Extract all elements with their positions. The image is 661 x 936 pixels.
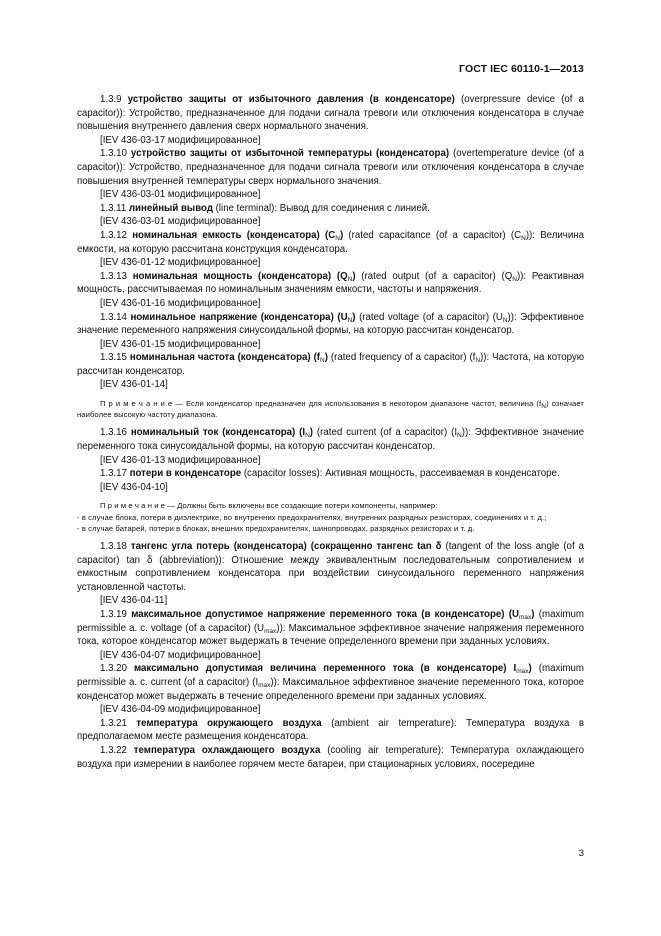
iev-reference: [IEV 436-04-10] xyxy=(100,481,168,493)
definition-subscript: N xyxy=(475,357,481,365)
document-header: ГОСТ IEC 60110-1—2013 xyxy=(459,63,584,75)
definition-subscript: max xyxy=(264,627,277,635)
term-number: 1.3.9 xyxy=(100,94,128,105)
term-name: температура охлаждающего воздуха xyxy=(133,744,321,756)
page-number: 3 xyxy=(578,848,584,859)
term-definition: (maximum permissible a. c. voltage (of a capacitor) (U xyxy=(77,609,584,634)
definition-subscript: N xyxy=(512,275,517,283)
term-subscript: N xyxy=(305,432,310,440)
note-losses-l2: - в случае батарей, потери в блоках, внешних предохранителях, шинопроводах, разрядных резисторах и т. д. xyxy=(77,523,475,533)
term-definition: (rated capacitance (of a capacitor) (C xyxy=(343,229,522,241)
term-name-end: ) xyxy=(352,311,356,323)
term-definition: (maximum permissible a. c. current (of a capacitor) (I xyxy=(77,663,584,688)
iev-reference: [IEV 436-04-09 модифицированное] xyxy=(100,704,261,716)
term-name-end: ) xyxy=(309,427,314,439)
term-entry-1-3-16 xyxy=(77,426,584,453)
term-definition: (capacitor losses): Активная мощность, рассеиваемая в конденсаторе. xyxy=(241,468,560,480)
term-entry-1-3-19 xyxy=(77,608,584,649)
term-definition: (rated frequency of a capacitor) (f xyxy=(327,352,476,364)
note-subscript: N xyxy=(541,403,547,411)
term-name: номинальный ток (конденсатора) (I xyxy=(130,427,306,439)
term-name-end: ) xyxy=(531,609,535,621)
note-text: П р и м е ч а н и е — Если конденсатор предназначен для использования в некотором диапазоне частот, величина (f xyxy=(100,399,542,409)
term-definition-end: )): Максимальное эффективное значение переменного тока, которое конденсатор может выдержать в течение определенного времени при заданных условиях. xyxy=(77,676,584,702)
iev-reference: [IEV 436-01-16 модифицированное] xyxy=(100,297,261,309)
term-name: устройство защиты от избыточной температуры (конденсатора) xyxy=(130,148,450,160)
term-subscript: max xyxy=(519,614,532,622)
note-losses-l1: - в случае блока, потери в диэлектрике, во внутренних предохранителях, внутренних разрядных резисторах, соединениях и т. д.; xyxy=(77,512,547,522)
term-definition-end: )): Частота, на которую рассчитан конденсатор. xyxy=(77,352,584,377)
term-entry-1-3-11 xyxy=(77,202,584,216)
term-definition: (tangent of the loss angle (of a capacitor) tan δ (abbreviation)): Отношение между эквивалентным последовательным сопротивлением и емкостным сопротивлением конденсатора при воздействии синусоидального переменного напряжения установленной частоты. xyxy=(77,541,584,593)
iev-reference: [IEV 436-03-01 модифицированное] xyxy=(100,189,261,201)
term-number: 1.3.11 xyxy=(100,202,129,214)
document-body xyxy=(77,93,584,771)
iev-reference: [IEV 436-03-01 модифицированное] xyxy=(100,216,261,228)
term-number: 1.3.13 xyxy=(100,270,133,282)
term-entry-1-3-20 xyxy=(77,662,584,703)
term-name-end: ) xyxy=(324,352,328,364)
term-definition: (rated output (of a capacitor) (Q xyxy=(355,270,513,282)
term-definition: (cooling air temperature): Температура охлаждающего воздуха при измерении в наиболее горячем месте батареи, при стационарных условиях, посередине xyxy=(77,744,584,770)
term-entry-1-3-17 xyxy=(77,467,584,481)
term-definition-end: )): Эффективное значение переменного напряжения синусоидальной формы, на которую рассчитан конденсатор. xyxy=(77,311,584,337)
iev-reference: [IEV 436-04-11] xyxy=(100,595,168,607)
term-name: линейный вывод xyxy=(128,202,213,214)
term-entry-1-3-21 xyxy=(77,717,584,744)
definition-subscript: max xyxy=(258,681,271,689)
term-name: номинальное напряжение (конденсатора) (U xyxy=(130,311,348,323)
term-number: 1.3.21 xyxy=(100,717,137,729)
term-subscript: max xyxy=(516,668,529,676)
term-name-end: ) xyxy=(352,270,356,282)
term-definition: (overtemperature device (of a capacitor)): Устройство, предназначенное для подачи сигнала тревоги или отключения конденсатора в случае повышения внутренней температуры сверх нормального значения. xyxy=(77,148,584,187)
term-definition: (overpressure device (of a capacitor)): Устройство, предназначенное для подачи сигнала тревоги или отключения конденсатора в случае повышения внутреннего давления сверх нормального значения. xyxy=(77,94,584,133)
term-subscript: N xyxy=(347,275,353,283)
term-number: 1.3.15 xyxy=(100,352,130,364)
term-name: температура окружающего воздуха xyxy=(136,717,322,729)
term-subscript: N xyxy=(347,316,353,324)
term-number: 1.3.18 xyxy=(100,541,131,553)
note-frequency-range xyxy=(77,398,584,420)
term-definition: (rated voltage (of a capacitor) (U xyxy=(355,311,503,323)
note-losses-lead: П р и м е ч а н и е — Должны быть включены все создающие потери компоненты, например: xyxy=(100,501,438,511)
term-number: 1.3.16 xyxy=(100,427,131,439)
definition-subscript: N xyxy=(521,234,526,242)
term-subscript: N xyxy=(335,234,340,242)
iev-reference: [IEV 436-01-13 модифицированное] xyxy=(100,454,261,466)
term-definition-end: )): Максимальное эффективное значение напряжения переменного тока, которое конденсатор может выдержать в течение определенного времени при заданных условиях. xyxy=(77,622,584,648)
term-name: номинальная мощность (конденсатора) (Q xyxy=(132,270,348,282)
term-name: максимально допустимая величина переменного тока (в конденсаторе) I xyxy=(133,663,517,675)
term-number: 1.3.14 xyxy=(100,311,131,323)
term-definition-end: )): Величина емкости, на которую рассчитана конструкция конденсатора. xyxy=(77,229,585,255)
term-subscript: N xyxy=(320,357,325,365)
term-entry-1-3-14 xyxy=(77,311,584,338)
term-number: 1.3.17 xyxy=(100,468,130,480)
iev-reference: [IEV 436-01-12 модифицированное] xyxy=(100,257,261,269)
term-entry-1-3-12 xyxy=(77,229,584,256)
term-definition: (line terminal): Вывод для соединения с линией. xyxy=(212,202,430,214)
term-definition: (rated current (of a capacitor) (I xyxy=(313,427,458,439)
term-entry-1-3-18 xyxy=(77,540,584,594)
term-name: номинальная частота (конденсатора) (f xyxy=(129,352,321,364)
term-entry-1-3-10 xyxy=(77,147,584,188)
term-definition-end: )): Эффективное значение переменного тока синусоидальной формы, на которую рассчитан конденсатор. xyxy=(77,427,584,453)
definition-subscript: N xyxy=(457,432,462,440)
term-name: устройство защиты от избыточного давления (в конденсаторе) xyxy=(127,94,455,105)
term-entry-1-3-13 xyxy=(77,270,584,297)
term-name-end: ) xyxy=(528,663,532,675)
term-name: максимальное допустимое напряжение переменного тока (в конденсаторе) (U xyxy=(131,609,519,621)
term-number: 1.3.10 xyxy=(100,148,131,160)
term-number: 1.3.12 xyxy=(100,229,133,241)
term-number: 1.3.19 xyxy=(100,609,132,621)
term-definition: (ambient air temperature): Температура воздуха в предполагаемом месте размещения конденсатора. xyxy=(77,717,584,743)
iev-reference: [IEV 436-01-15 модифицированное] xyxy=(100,338,261,350)
term-number: 1.3.22 xyxy=(100,744,134,756)
term-name: тангенс угла потерь (конденсатора) (сокращенно тангенс tan δ xyxy=(130,541,442,553)
term-name-end: ) xyxy=(339,229,344,241)
term-number: 1.3.20 xyxy=(100,663,134,675)
term-name: потери в конденсаторе xyxy=(129,468,242,480)
note-text-end: ) означает наиболее высокую частоту диапазона. xyxy=(77,399,584,420)
iev-reference: [IEV 436-03-17 модифицированное] xyxy=(100,134,261,146)
term-entry-1-3-15 xyxy=(77,351,584,378)
term-name: номинальная емкость (конденсатора) (C xyxy=(132,229,336,241)
term-entry-1-3-22 xyxy=(77,744,584,771)
iev-reference: [IEV 436-01-14] xyxy=(100,379,168,391)
term-definition-end: )): Реактивная мощность, рассчитываемая по номинальным значениям емкости, частоты и напряжения. xyxy=(77,270,584,296)
iev-reference: [IEV 436-04-07 модифицированное] xyxy=(100,649,261,661)
definition-subscript: N xyxy=(502,316,508,324)
term-entry-1-3-9 xyxy=(77,93,584,134)
